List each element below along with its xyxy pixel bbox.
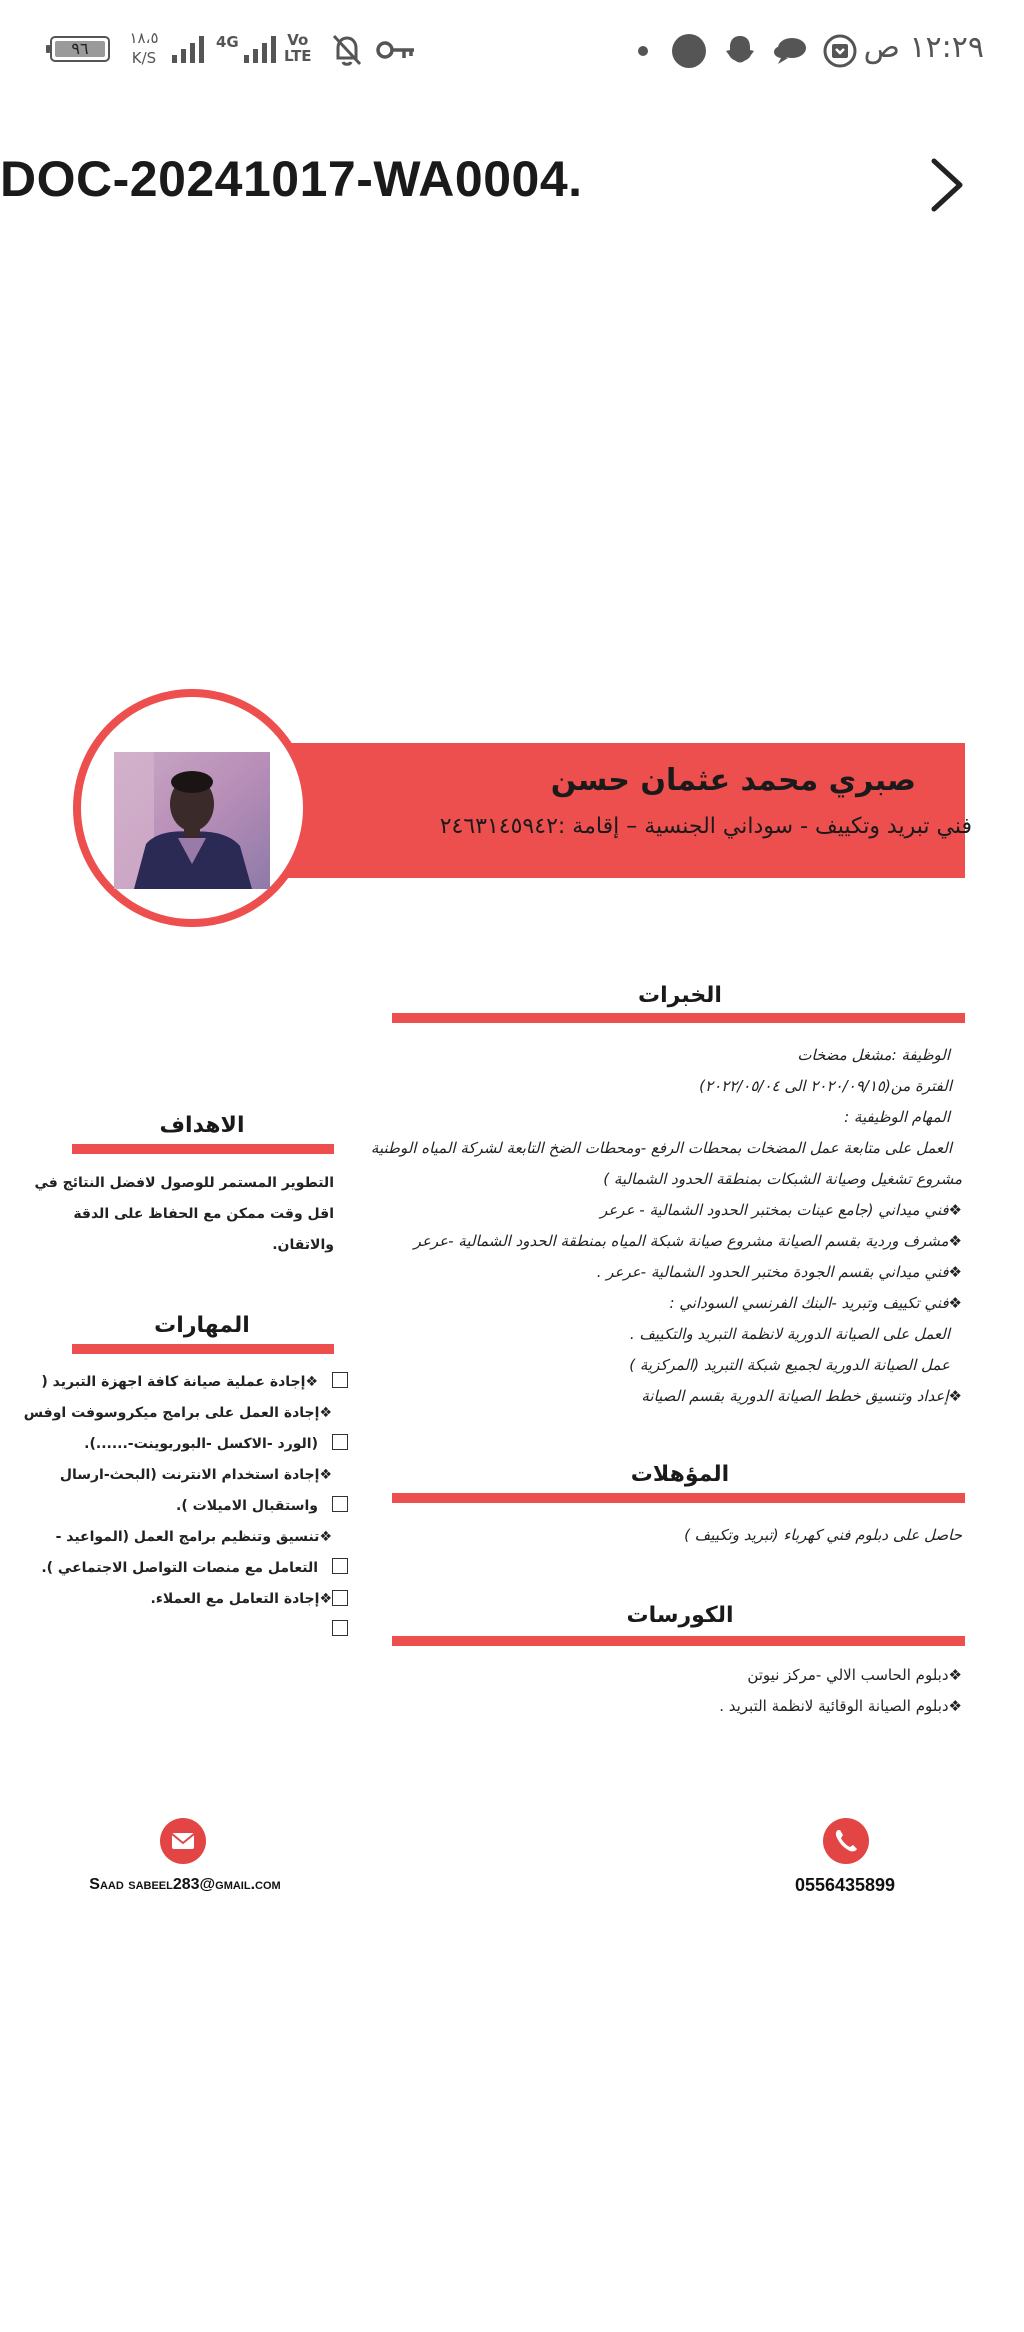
contact-phone: 0556435899 <box>794 1875 896 1895</box>
experience-line: المهام الوظيفية : <box>844 1108 950 1126</box>
qualifications-rule <box>392 1493 965 1503</box>
skills-rule <box>72 1344 334 1354</box>
qualifications-title: المؤهلات <box>630 1462 730 1487</box>
skills-line: ❖تنسيق وتنظيم برامج العمل (المواعيد - <box>55 1529 332 1545</box>
experience-line: عمل الصيانة الدورية لجميع شبكة التبريد (المركزية ) <box>629 1356 950 1374</box>
email-icon <box>160 1818 206 1864</box>
battery-level: ٩٦ <box>71 39 89 58</box>
volte-bottom: LTE <box>284 47 312 65</box>
experience-line: ❖فني ميداني (جامع عينات بمختبر الحدود الشمالية - عرعر <box>600 1201 962 1219</box>
checkbox-icon <box>332 1558 348 1574</box>
clock: ١٢:٢٩ ص <box>863 30 984 65</box>
battery-icon <box>50 36 110 62</box>
experience-line: ❖إعداد وتنسيق خطط الصيانة الدورية بقسم الصيانة <box>641 1387 962 1405</box>
skills-line: ❖إجادة التعامل مع العملاء. <box>150 1591 332 1607</box>
skills-line: ❖إجادة استخدام الانترنت (البحث-ارسال <box>59 1467 332 1483</box>
bell-off-icon <box>330 32 364 68</box>
goals-rule <box>72 1144 334 1154</box>
experience-title: الخبرات <box>638 983 722 1008</box>
experience-list <box>370 1040 962 1412</box>
network-type: 4G <box>216 33 239 51</box>
skills-line: ❖إجادة عملية صيانة كافة اجهزة التبريد ( <box>41 1374 318 1390</box>
course-line: ❖دبلوم الحاسب الالي -مركز نيوتن <box>747 1666 962 1684</box>
contact-email: Saad sabeel283@gmail.com <box>89 1876 281 1893</box>
network-speed <box>124 28 164 68</box>
snapchat-icon <box>722 32 758 68</box>
experience-line: الوظيفة :مشغل مضخات <box>797 1046 950 1064</box>
download-icon <box>822 33 858 69</box>
skills-line: واستقبال الاميلات ). <box>176 1498 318 1514</box>
checkbox-icon <box>332 1496 348 1512</box>
checkbox-icon <box>332 1590 348 1606</box>
experience-line: العمل على متابعة عمل المضخات بمحطات الرفع -ومحطات الضخ التابعة لشركة المياه الوطنية <box>370 1139 952 1157</box>
job-title: فني تبريد وتكييف - سوداني الجنسية – إقامة :٢٤٦٣١٤٥٩٤٢ <box>439 814 972 839</box>
checkbox-icon <box>332 1620 348 1636</box>
checkbox-icon <box>332 1372 348 1388</box>
experience-line: ❖فني ميداني بقسم الجودة مختبر الحدود الشمالية -عرعر . <box>596 1263 962 1281</box>
skills-title: المهارات <box>154 1313 250 1338</box>
chevron-right-icon[interactable] <box>922 155 972 215</box>
qualifications-list <box>392 1520 962 1551</box>
experience-line: العمل على الصيانة الدورية لانظمة التبريد والتكييف . <box>629 1325 950 1343</box>
volte-icon <box>284 32 312 64</box>
courses-rule <box>392 1636 965 1646</box>
signal-icon-2 <box>244 36 276 63</box>
skills-line: ❖إجادة العمل على برامج ميكروسوفت اوفس <box>23 1405 332 1421</box>
courses-title: الكورسات <box>626 1603 734 1628</box>
key-icon <box>376 38 416 62</box>
dot-icon <box>638 46 648 56</box>
course-line: ❖دبلوم الصيانة الوقائية لانظمة التبريد . <box>719 1697 962 1715</box>
skills-list <box>23 1367 338 1615</box>
checkbox-icon <box>332 1434 348 1450</box>
goals-line: والاتقان. <box>272 1237 334 1253</box>
goals-line: التطوير المستمر للوصول لافضل النتائج في <box>34 1175 334 1191</box>
qualification-line: حاصل على دبلوم فني كهرباء (تبريد وتكييف ) <box>684 1526 962 1544</box>
goals-line: اقل وقت ممكن مع الحفاظ على الدقة <box>73 1206 334 1222</box>
experience-line: مشروع تشغيل وصيانة الشبكات بمنطقة الحدود الشمالية ) <box>603 1170 962 1188</box>
message-icon <box>772 34 808 68</box>
signal-icon <box>172 36 204 63</box>
experience-line: ❖مشرف وردية بقسم الصيانة مشروع صيانة شبكة المياه بمنطقة الحدود الشمالية -عرعر <box>413 1232 962 1250</box>
circle-notification-icon <box>672 34 706 68</box>
experience-rule <box>392 1013 965 1023</box>
phone-icon <box>823 1818 869 1864</box>
skills-line: (الورد -الاكسل -البوربوينت-......). <box>84 1436 318 1452</box>
candidate-name: صبري محمد عثمان حسن <box>550 763 916 798</box>
goals-list <box>34 1168 334 1261</box>
profile-photo <box>114 752 270 889</box>
status-bar <box>0 0 1024 100</box>
goals-title: الاهداف <box>159 1113 245 1138</box>
volte-top: Vo <box>287 31 309 49</box>
courses-list <box>392 1660 962 1722</box>
network-speed-value: ١٨،٥ <box>129 29 159 47</box>
experience-line: ❖فني تكييف وتبريد -البنك الفرنسي السوداني : <box>669 1294 962 1312</box>
experience-line: الفترة من(٢٠٢٠/٠٩/١٥ الى ٢٠٢٢/٠٥/٠٤) <box>699 1077 952 1095</box>
document-title: DOC-20241017-WA0004. <box>0 151 583 207</box>
network-type-icon <box>216 34 239 50</box>
network-speed-unit: K/S <box>131 49 157 67</box>
skills-line: التعامل مع منصات التواصل الاجتماعي ). <box>41 1560 318 1576</box>
